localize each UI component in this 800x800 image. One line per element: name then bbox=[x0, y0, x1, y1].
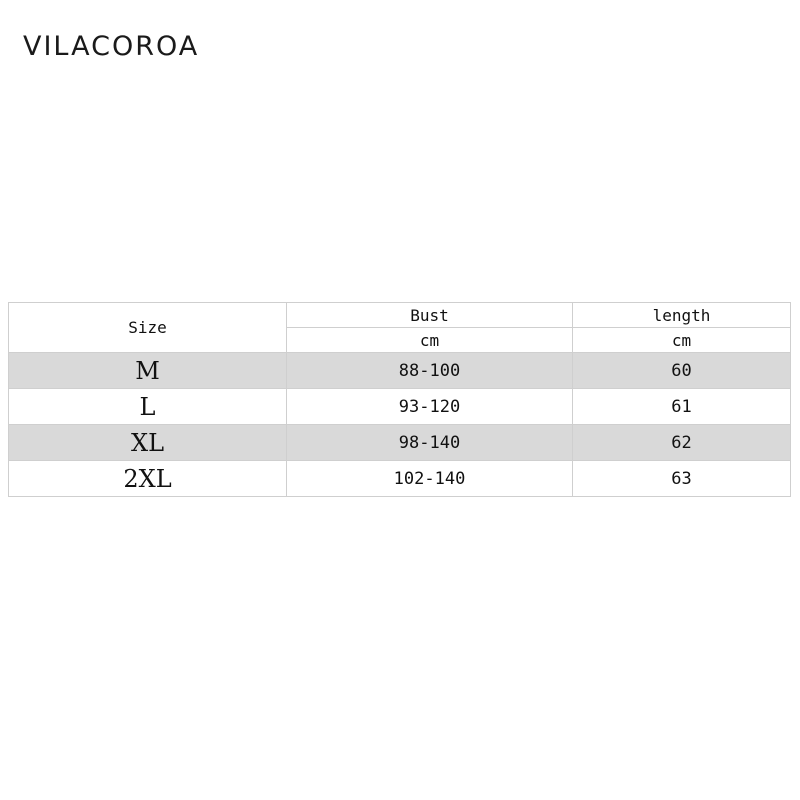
length-cell: 60 bbox=[573, 353, 791, 389]
size-cell: 2XL bbox=[9, 461, 287, 497]
bust-cell: 102-140 bbox=[287, 461, 573, 497]
header-length-unit: cm bbox=[573, 328, 791, 353]
size-cell: M bbox=[9, 353, 287, 389]
length-cell: 62 bbox=[573, 425, 791, 461]
table-row bbox=[9, 353, 791, 389]
bust-cell: 93-120 bbox=[287, 389, 573, 425]
table-row bbox=[9, 425, 791, 461]
size-cell: XL bbox=[9, 425, 287, 461]
header-bust-unit: cm bbox=[287, 328, 573, 353]
size-cell: L bbox=[9, 389, 287, 425]
table-row bbox=[9, 461, 791, 497]
header-size: Size bbox=[9, 303, 287, 353]
size-chart-table bbox=[8, 302, 791, 497]
bust-cell: 98-140 bbox=[287, 425, 573, 461]
bust-cell: 88-100 bbox=[287, 353, 573, 389]
header-bust: Bust bbox=[287, 303, 573, 328]
brand-logo: VILACOROA bbox=[23, 31, 200, 62]
length-cell: 61 bbox=[573, 389, 791, 425]
header-row bbox=[9, 303, 791, 328]
length-cell: 63 bbox=[573, 461, 791, 497]
header-length: length bbox=[573, 303, 791, 328]
table-row bbox=[9, 389, 791, 425]
